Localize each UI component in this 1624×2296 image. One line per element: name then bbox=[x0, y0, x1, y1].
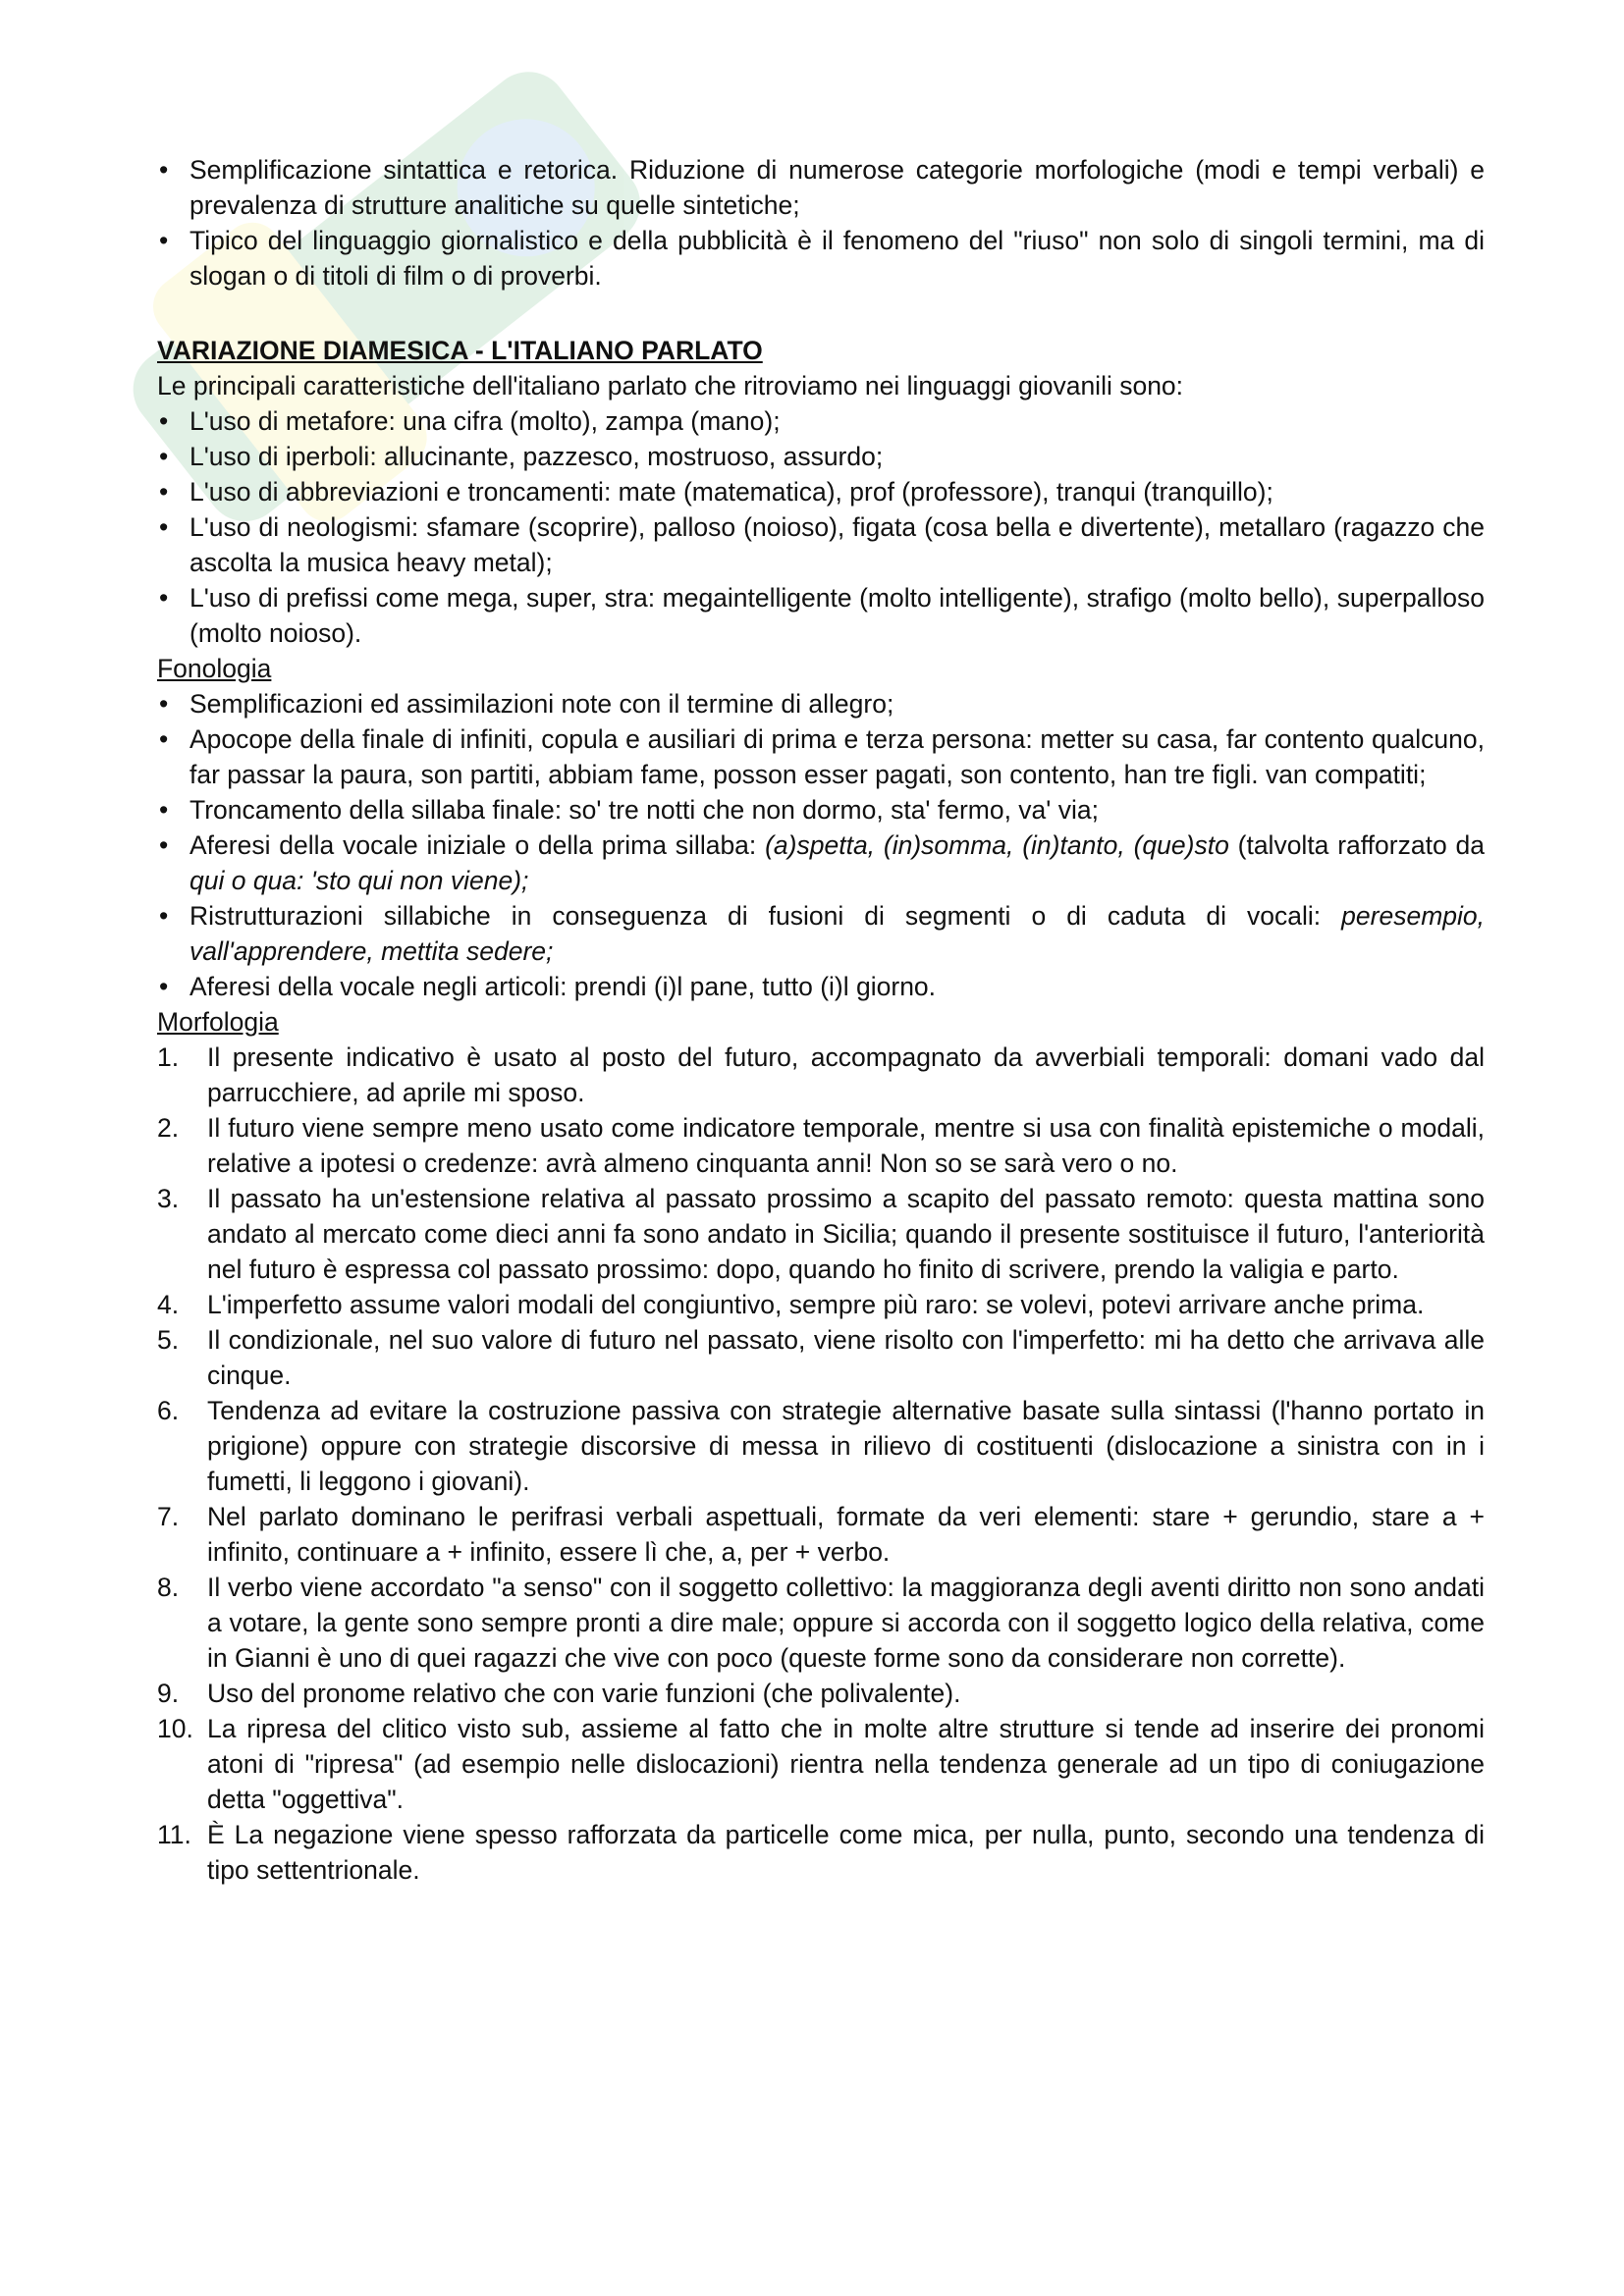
list-item: • Semplificazioni ed assimilazioni note con il termine di allegro; bbox=[157, 686, 1485, 721]
list-item-italic: qui o qua: 'sto qui non viene); bbox=[189, 866, 529, 895]
fonologia-bullet-list bbox=[157, 686, 1485, 1004]
fonologia-heading: Fonologia bbox=[157, 654, 272, 683]
list-item bbox=[157, 1499, 1485, 1570]
list-item: • Aferesi della vocale negli articoli: prendi (i)l pane, tutto (i)l giorno. bbox=[157, 969, 1485, 1004]
item-text: Il presente indicativo è usato al posto del futuro, accompagnato da avverbiali temporali: domani vado dal parrucchiere, ad aprile mi sposo. bbox=[207, 1042, 1485, 1107]
morfologia-heading: Morfologia bbox=[157, 1007, 279, 1037]
list-item bbox=[157, 1676, 1485, 1711]
item-number: 5. bbox=[157, 1325, 180, 1355]
list-item bbox=[157, 1181, 1485, 1287]
list-item bbox=[157, 1322, 1485, 1393]
item-text: Il passato ha un'estensione relativa al passato prossimo a scapito del passato remoto: questa mattina sono andato al mercato come dieci anni fa sono andato in Sicilia; quando il presente sostituisce il futuro, l'anteriorità nel futuro è espressa col passato prossimo: dopo, quando ho finito di scrivere, prendo la valigia e parto. bbox=[207, 1184, 1485, 1284]
list-item bbox=[157, 1570, 1485, 1676]
section-intro: Le principali caratteristiche dell'italiano parlato che ritroviamo nei linguaggi giovanili sono: bbox=[157, 371, 1184, 400]
item-text: L'imperfetto assume valori modali del congiuntivo, sempre più raro: se volevi, potevi arrivare anche prima. bbox=[207, 1290, 1425, 1319]
item-number: 2. bbox=[157, 1113, 180, 1143]
list-item: • Troncamento della sillaba finale: so' tre notti che non dormo, sta' fermo, va' via; bbox=[157, 792, 1485, 828]
item-text: Tendenza ad evitare la costruzione passiva con strategie alternative basate sulla sintassi (l'hanno portato in prigione) oppure con strategie discorsive di messa in rilievo di costituenti (dislocazione a sinistra con in i fumetti, li leggono i giovani). bbox=[207, 1396, 1485, 1496]
morfologia-numbered-list bbox=[157, 1040, 1485, 1888]
list-item: • L'uso di abbreviazioni e troncamenti: mate (matematica), prof (professore), tranqui (tranquillo); bbox=[157, 474, 1485, 509]
item-number: 9. bbox=[157, 1679, 180, 1708]
list-item bbox=[157, 1287, 1485, 1322]
item-text: La ripresa del clitico visto sub, assieme al fatto che in molte altre strutture si tende ad inserire dei pronomi atoni di "ripresa" (ad esempio nelle dislocazioni) rientra nella tendenza generale ad un tipo di coniugazione detta "oggettiva". bbox=[207, 1714, 1485, 1814]
features-bullet-list bbox=[157, 403, 1485, 651]
item-number: 3. bbox=[157, 1184, 180, 1213]
item-text: È La negazione viene spesso rafforzata da particelle come mica, per nulla, punto, secondo una tendenza di tipo settentrionale. bbox=[207, 1820, 1485, 1885]
item-text: Il verbo viene accordato "a senso" con il soggetto collettivo: la maggioranza degli aventi diritto non sono andati a votare, la gente sono sempre pronti a dire male; oppure si accorda con il soggetto logico della relativa, come in Gianni è uno di quei ragazzi che vive con poco (queste forme sono da considerare non corrette). bbox=[207, 1573, 1485, 1673]
list-item bbox=[157, 1393, 1485, 1499]
list-item bbox=[157, 898, 1485, 969]
item-number: 7. bbox=[157, 1502, 180, 1531]
list-item: • Tipico del linguaggio giornalistico e della pubblicità è il fenomeno del "riuso" non solo di singoli termini, ma di slogan o di titoli di film o di proverbi. bbox=[157, 223, 1485, 294]
item-number: 10. bbox=[157, 1714, 193, 1743]
list-item bbox=[157, 1040, 1485, 1110]
item-text: Il condizionale, nel suo valore di futuro nel passato, viene risolto con l'imperfetto: mi ha detto che arrivava alle cinque. bbox=[207, 1325, 1485, 1390]
list-item-text: Ristrutturazioni sillabiche in conseguenza di fusioni di segmenti o di caduta di vocali: bbox=[189, 901, 1342, 931]
item-text: Uso del pronome relativo che con varie funzioni (che polivalente). bbox=[207, 1679, 961, 1708]
list-item: • L'uso di prefissi come mega, super, stra: megaintelligente (molto intelligente), strafigo (molto bello), superpalloso (molto noioso). bbox=[157, 580, 1485, 651]
list-item: • L'uso di iperboli: allucinante, pazzesco, mostruoso, assurdo; bbox=[157, 439, 1485, 474]
list-item bbox=[157, 828, 1485, 898]
list-item: • L'uso di metafore: una cifra (molto), zampa (mano); bbox=[157, 403, 1485, 439]
item-number: 8. bbox=[157, 1573, 180, 1602]
item-text: Il futuro viene sempre meno usato come indicatore temporale, mentre si usa con finalità epistemiche o modali, relative a ipotesi o credenze: avrà almeno cinquanta anni! Non so se sarà vero o no. bbox=[207, 1113, 1485, 1178]
document-page bbox=[157, 152, 1485, 1888]
list-item-italic: peresempio, vall'apprendere, mettita sedere; bbox=[189, 901, 1485, 966]
item-number: 11. bbox=[157, 1820, 191, 1849]
list-item bbox=[157, 1110, 1485, 1181]
item-text: Nel parlato dominano le perifrasi verbali aspettuali, formate da veri elementi: stare + gerundio, stare a + infinito, continuare a + infinito, essere lì che, a, per + verbo. bbox=[207, 1502, 1485, 1567]
top-bullet-list bbox=[157, 152, 1485, 294]
list-item-text: Aferesi della vocale iniziale o della prima sillaba: bbox=[189, 830, 766, 860]
list-item-text: (talvolta rafforzato da bbox=[1228, 830, 1485, 860]
list-item-italic: (a)spetta, (in)somma, (in)tanto, (que)sto bbox=[765, 830, 1229, 860]
section-title: VARIAZIONE DIAMESICA - L'ITALIANO PARLATO bbox=[157, 336, 763, 365]
item-number: 4. bbox=[157, 1290, 180, 1319]
list-item: • Apocope della finale di infiniti, copula e ausiliari di prima e terza persona: metter su casa, far contento qualcuno, far passar la paura, son partiti, abbiam fame, posson esser pagati, son contento, han tre figli. van compatiti; bbox=[157, 721, 1485, 792]
list-item: • L'uso di neologismi: sfamare (scoprire), palloso (noioso), figata (cosa bella e divertente), metallaro (ragazzo che ascolta la musica heavy metal); bbox=[157, 509, 1485, 580]
list-item bbox=[157, 1817, 1485, 1888]
item-number: 1. bbox=[157, 1042, 180, 1072]
list-item bbox=[157, 1711, 1485, 1817]
item-number: 6. bbox=[157, 1396, 180, 1425]
list-item: • Semplificazione sintattica e retorica. Riduzione di numerose categorie morfologiche (modi e tempi verbali) e prevalenza di strutture analitiche su quelle sintetiche; bbox=[157, 152, 1485, 223]
